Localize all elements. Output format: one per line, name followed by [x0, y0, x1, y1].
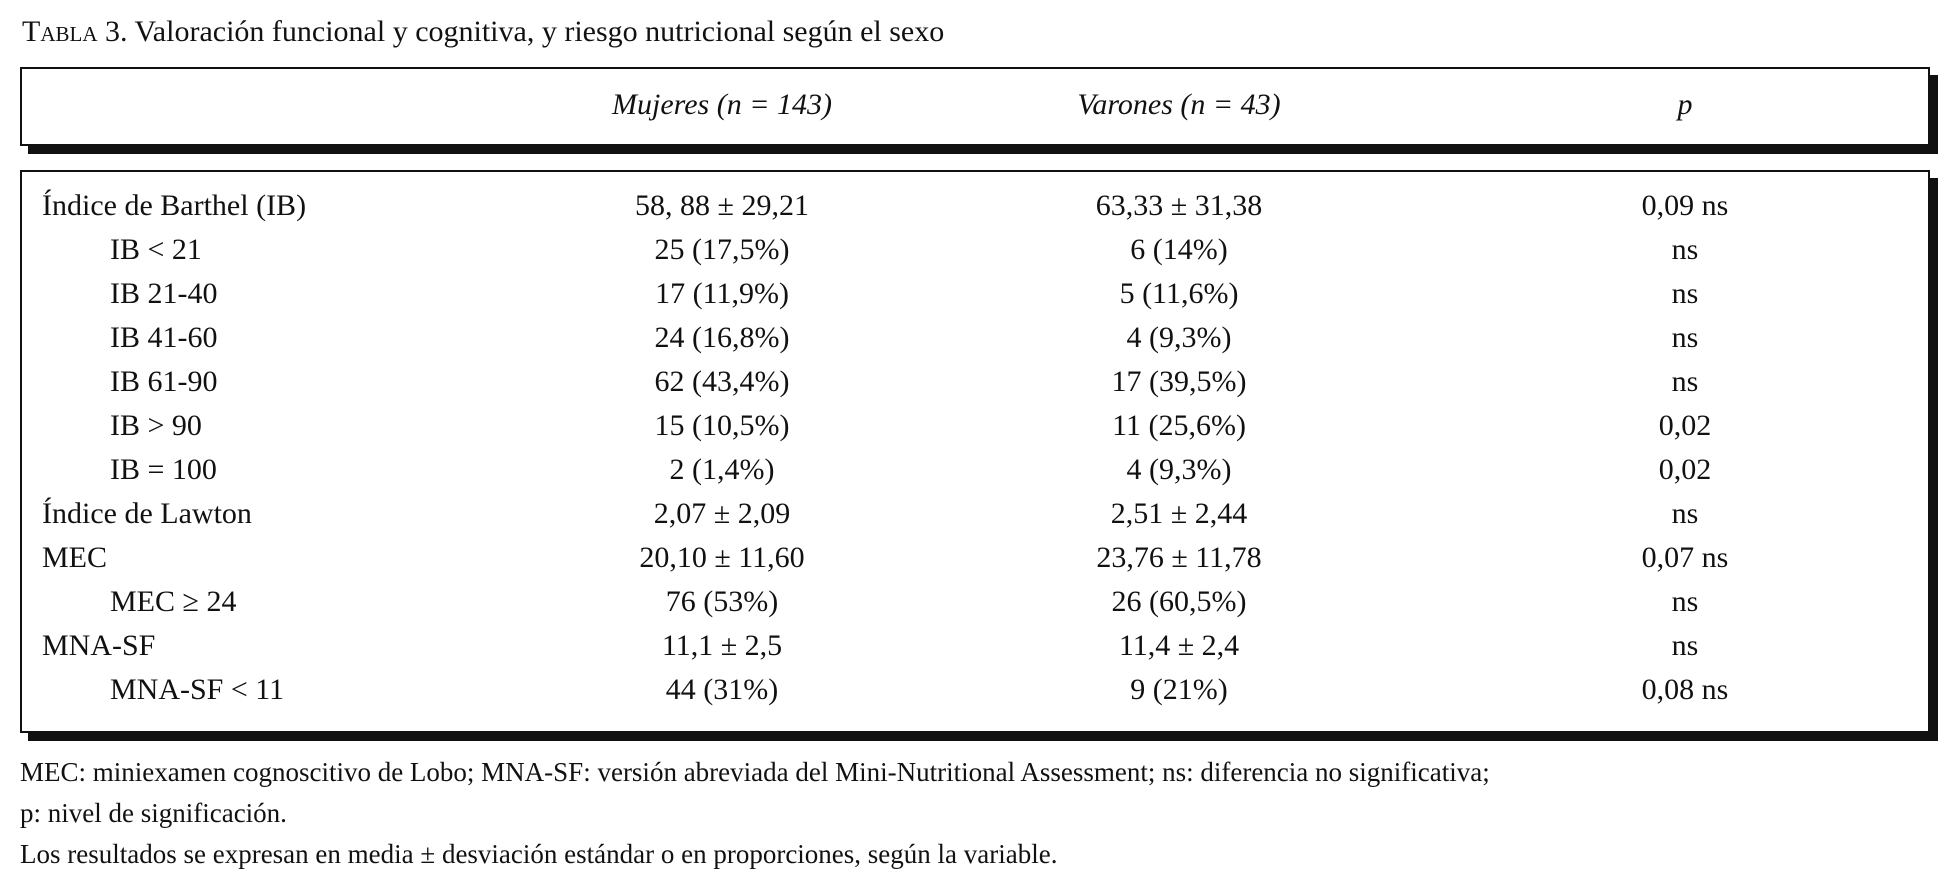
cell-mujeres: 62 (43,4%): [654, 365, 790, 398]
row-label: Índice de Lawton: [42, 497, 252, 530]
table-row: [22, 228, 1928, 272]
cell-varones: 11 (25,6%): [1112, 409, 1246, 442]
header-mujeres: Mujeres (n = 143): [612, 88, 832, 121]
row-label: MNA-SF: [42, 629, 156, 662]
cell-mujeres: 15 (10,5%): [654, 409, 790, 442]
cell-varones: 63,33 ± 31,38: [1095, 189, 1263, 222]
cell-mujeres: 17 (11,9%): [655, 277, 789, 310]
cell-varones: 4 (9,3%): [1126, 321, 1232, 354]
row-label: MEC ≥ 24: [110, 585, 237, 618]
table-row: [22, 448, 1928, 492]
cell-p: 0,09 ns: [1641, 189, 1729, 222]
table-row: [22, 536, 1928, 580]
table-row: [22, 404, 1928, 448]
cell-varones: 23,76 ± 11,78: [1096, 541, 1262, 574]
cell-mujeres: 2 (1,4%): [669, 453, 775, 486]
table-caption: [22, 12, 944, 52]
header-p: p: [1677, 88, 1693, 121]
row-label: MNA-SF < 11: [110, 673, 285, 706]
cell-p: ns: [1671, 585, 1699, 618]
cell-p: 0,02: [1658, 453, 1712, 486]
row-label: IB 41-60: [110, 321, 218, 354]
cell-p: ns: [1671, 277, 1699, 310]
cell-varones: 11,4 ± 2,4: [1118, 629, 1240, 662]
footnote-line-1: MEC: miniexamen cognoscitivo de Lobo; MNA-SF: versión abreviada del Mini-Nutritional Assessment; ns: diferencia no significativa;: [20, 757, 1490, 787]
cell-mujeres: 76 (53%): [665, 585, 779, 618]
cell-varones: 9 (21%): [1130, 673, 1228, 706]
table-rows: [22, 184, 1928, 712]
table-row: [22, 580, 1928, 624]
cell-mujeres: 44 (31%): [665, 673, 779, 706]
footnote-line-3: Los resultados se expresan en media ± desviación estándar o en proporciones, según la variable.: [20, 839, 1058, 869]
table-row: [22, 624, 1928, 668]
footnote-line-2: p: nivel de significación.: [20, 798, 287, 828]
table-row: [22, 668, 1928, 712]
cell-p: ns: [1671, 497, 1699, 530]
row-label: Índice de Barthel (IB): [42, 189, 307, 222]
row-label: IB < 21: [110, 233, 202, 266]
cell-p: 0,02: [1658, 409, 1712, 442]
cell-p: ns: [1671, 629, 1699, 662]
cell-mujeres: 24 (16,8%): [654, 321, 790, 354]
table-row: [22, 184, 1928, 228]
cell-mujeres: 58, 88 ± 29,21: [635, 189, 809, 222]
row-label: IB = 100: [110, 453, 217, 486]
table-footnotes: [20, 752, 1490, 875]
table-row: [22, 360, 1928, 404]
header-varones: Varones (n = 43): [1077, 88, 1281, 121]
cell-mujeres: 25 (17,5%): [654, 233, 790, 266]
cell-p: 0,08 ns: [1641, 673, 1729, 706]
cell-varones: 5 (11,6%): [1119, 277, 1239, 310]
cell-varones: 4 (9,3%): [1126, 453, 1232, 486]
table-body: [20, 170, 1930, 733]
table-header: [20, 67, 1930, 146]
cell-varones: 6 (14%): [1130, 233, 1228, 266]
cell-varones: 17 (39,5%): [1111, 365, 1247, 398]
table-row: [22, 316, 1928, 360]
row-label: MEC: [42, 541, 108, 574]
row-label: IB 21-40: [110, 277, 218, 310]
cell-mujeres: 11,1 ± 2,5: [661, 629, 783, 662]
table-row: [22, 492, 1928, 536]
cell-p: ns: [1671, 321, 1699, 354]
cell-p: ns: [1671, 233, 1699, 266]
row-label: IB 61-90: [110, 365, 218, 398]
cell-varones: 26 (60,5%): [1111, 585, 1247, 618]
table-caption-text: 3. Valoración funcional y cognitiva, y riesgo nutricional según el sexo: [97, 15, 945, 48]
cell-p: 0,07 ns: [1641, 541, 1729, 574]
cell-p: ns: [1671, 365, 1699, 398]
cell-mujeres: 2,07 ± 2,09: [653, 497, 791, 530]
row-label: IB > 90: [110, 409, 202, 442]
cell-mujeres: 20,10 ± 11,60: [639, 541, 805, 574]
table-caption-prefix: Tabla: [22, 15, 98, 48]
table-row: [22, 272, 1928, 316]
cell-varones: 2,51 ± 2,44: [1110, 497, 1248, 530]
